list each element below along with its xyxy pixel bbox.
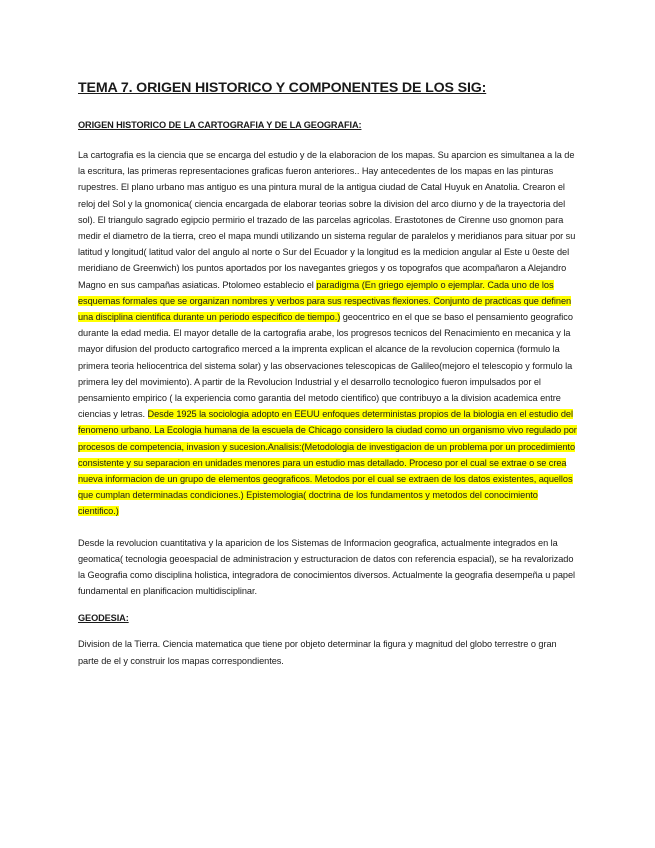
highlight-sociologia: Desde 1925 la sociologia adopto en EEUU enfoques deterministas propios de la biologia en el estudio del fenomeno urbano. La Ecologia humana de la escuela de Chicago considero la ciudad como un organismo vivo regulado por procesos de competencia, invasion y sucesion.Analisis:(Metodologia de investigacion de un problema por un procedimiento consistente y su separacion en unidades menores para un estudio mas detallado. Proceso por el cual se extrae o se crea nueva informacion de un grupo de elementos geograficos. Metodos por el cual se extraen de los datos existentes, aquellos que cumplan determinadas condiciones.) Epistemologia( doctrina de los fundamentos y metodos del conocimiento cientifico.) xyxy=(78,409,577,517)
section-heading-geodesia: GEODESIA: xyxy=(78,613,129,624)
document-title: TEMA 7. ORIGEN HISTORICO Y COMPONENTES DE LOS SIG: xyxy=(78,80,487,96)
section-heading-origen: ORIGEN HISTORICO DE LA CARTOGRAFIA Y DE LA GEOGRAFIA: xyxy=(78,120,362,130)
paragraph-cartografia xyxy=(78,147,578,520)
paragraph-geodesia: Division de la Tierra. Ciencia matematica que tiene por objeto determinar la figura y magnitud del globo terrestre o gran parte de el y construir los mapas correspondientes. xyxy=(78,639,557,666)
highlight-paradigma: paradigma (En griego ejemplo o ejemplar. Cada uno de los esquemas formales que se organizan nombres y verbos para sus respectivas flexiones. Conjunto de practicas que definen una disciplina cientifica durante un periodo especifico de tiempo.) xyxy=(78,279,572,323)
document-page xyxy=(78,80,578,669)
paragraph-text: geocentrico en el que se baso el pensamiento geografico durante la edad media. El mayor detalle de la cartografia arabe, los progresos tecnicos del Renacimiento en mecanica y la mayor difusion del producto cartografico merced a la imprenta explican el alcance de la revolucion copernica (formulo la primera teoria heliocentrica del sistema solar) y las observaciones telescopicas de Galileo(mejoro el telescopio y formulo la primera ley del movimiento). A partir de la Revolucion Industrial y el desarrollo tecnologico fueron impulsados por el pensamiento empirico ( la experiencia como garantia del metodo cientifico) que contribuyo a la division academica entre ciencias y letras. xyxy=(78,312,573,420)
paragraph-text: La cartografia es la ciencia que se encarga del estudio y de la elaboracion de los mapas. Su aparcion es simultanea a la de la escritura, las primeras representaciones graficas fueron anteriores.. Hay antecedentes de los mapas en las pinturas rupestres. El plano urbano mas antiguo es una pintura mural de la antigua ciudad de Catal Huyuk en Anatolia. Crearon el reloj del Sol y la gnomonica( ciencia encargada de elaborar teorias sobre la division del arco diurno y de la trayectoria del sol). El triangulo sagrado egipcio permirio el trazado de las parcelas agricolas. Erastotones de Cirenne uso gnomon para medir el diametro de la tierra, creo el mapa mundi utilizando un sistema regular de paralelos y meridianos para situar por su latitud y longitud( latitud valor del angulo al norte o Sur del Ecuador y la longitud es la medicion angular al Este u 0este del meridiano de Greenwich) los puntos aportados por los navegantes griegos y os topografos que acompañaron a Alejandro Magno en sus campañas asiaticas. Ptolomeo establecio el xyxy=(78,150,576,290)
paragraph-revolucion-cuantitativa: Desde la revolucion cuantitativa y la aparicion de los Sistemas de Informacion geografica, actualmente integrados en la geomatica( tecnologia geoespacial de administracion y estructuracion de datos con referencia espacial), se ha revalorizado la Geografia como disciplina holistica, integradora de conocimientos diversos. Actualmente la geografia desempeña u papel fundamental en planificacion multidisciplinar. xyxy=(78,537,576,597)
